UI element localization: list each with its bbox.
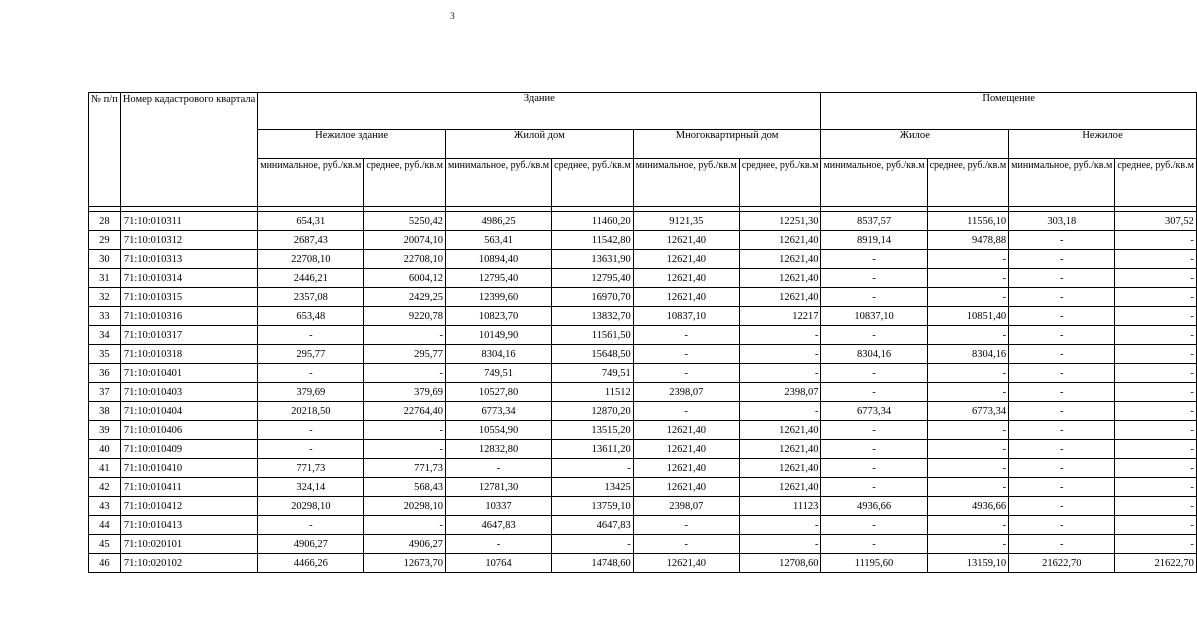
cadastral-number-cell: 71:10:010318 xyxy=(120,345,257,364)
house-avg-cell: 13832,70 xyxy=(552,307,634,326)
apartment-min-cell: 2398,07 xyxy=(633,383,739,402)
nonres-premises-min-cell: - xyxy=(1009,364,1115,383)
cadastral-number-cell: 71:10:010313 xyxy=(120,250,257,269)
res-premises-avg-cell: 10851,40 xyxy=(927,307,1009,326)
res-premises-avg-cell: - xyxy=(927,421,1009,440)
nonres-building-min-cell: - xyxy=(258,516,364,535)
res-premises-min-cell: - xyxy=(821,516,927,535)
house-avg-cell: 13425 xyxy=(552,478,634,497)
nonres-building-min-cell: 2357,08 xyxy=(258,288,364,307)
nonres-premises-avg-cell: 21622,70 xyxy=(1115,554,1197,573)
nonres-premises-avg-cell: - xyxy=(1115,231,1197,250)
house-avg-cell: 15648,50 xyxy=(552,345,634,364)
res-premises-min-cell: - xyxy=(821,288,927,307)
house-avg-cell: 14748,60 xyxy=(552,554,634,573)
res-premises-min-cell: - xyxy=(821,383,927,402)
nonres-building-min-cell: 653,48 xyxy=(258,307,364,326)
nonres-premises-avg-cell: 307,52 xyxy=(1115,212,1197,231)
header-min: минимальное, руб./кв.м xyxy=(1009,159,1115,207)
cadastral-number-cell: 71:10:010412 xyxy=(120,497,257,516)
res-premises-avg-cell: - xyxy=(927,326,1009,345)
header-avg: среднее, руб./кв.м xyxy=(739,159,821,207)
res-premises-min-cell: - xyxy=(821,421,927,440)
table-row xyxy=(89,383,1197,402)
table-row xyxy=(89,307,1197,326)
nonres-building-min-cell: 295,77 xyxy=(258,345,364,364)
header-residential-house: Жилой дом xyxy=(445,130,633,159)
nonres-premises-min-cell: - xyxy=(1009,497,1115,516)
apartment-min-cell: 12621,40 xyxy=(633,288,739,307)
house-avg-cell: 11561,50 xyxy=(552,326,634,345)
house-avg-cell: 749,51 xyxy=(552,364,634,383)
house-min-cell: 12832,80 xyxy=(445,440,551,459)
nonres-building-avg-cell: 771,73 xyxy=(364,459,446,478)
apartment-min-cell: 10837,10 xyxy=(633,307,739,326)
header-premises: Помещение xyxy=(821,93,1196,130)
apartment-min-cell: 12621,40 xyxy=(633,269,739,288)
house-avg-cell: 11460,20 xyxy=(552,212,634,231)
table-row xyxy=(89,212,1197,231)
house-min-cell: 10823,70 xyxy=(445,307,551,326)
house-min-cell: 4986,25 xyxy=(445,212,551,231)
apartment-min-cell: 12621,40 xyxy=(633,554,739,573)
house-min-cell: 12795,40 xyxy=(445,269,551,288)
house-avg-cell: 13759,10 xyxy=(552,497,634,516)
res-premises-avg-cell: 6773,34 xyxy=(927,402,1009,421)
nonres-premises-avg-cell: - xyxy=(1115,516,1197,535)
nonres-premises-avg-cell: - xyxy=(1115,402,1197,421)
nonres-building-avg-cell: 379,69 xyxy=(364,383,446,402)
apartment-min-cell: 12621,40 xyxy=(633,478,739,497)
nonres-building-avg-cell: 20074,10 xyxy=(364,231,446,250)
apartment-avg-cell: - xyxy=(739,364,821,383)
table-row xyxy=(89,440,1197,459)
cadastral-number-cell: 71:10:010406 xyxy=(120,421,257,440)
header-avg: среднее, руб./кв.м xyxy=(927,159,1009,207)
house-avg-cell: - xyxy=(552,535,634,554)
res-premises-avg-cell: - xyxy=(927,364,1009,383)
table-row xyxy=(89,497,1197,516)
res-premises-avg-cell: - xyxy=(927,250,1009,269)
apartment-min-cell: - xyxy=(633,345,739,364)
nonres-premises-min-cell: - xyxy=(1009,326,1115,345)
nonres-building-min-cell: 4466,26 xyxy=(258,554,364,573)
row-number-cell: 32 xyxy=(89,288,121,307)
apartment-avg-cell: 12621,40 xyxy=(739,231,821,250)
apartment-avg-cell: - xyxy=(739,345,821,364)
res-premises-avg-cell: - xyxy=(927,269,1009,288)
cadastral-number-cell: 71:10:020101 xyxy=(120,535,257,554)
house-min-cell: 4647,83 xyxy=(445,516,551,535)
nonres-premises-avg-cell: - xyxy=(1115,250,1197,269)
nonres-premises-avg-cell: - xyxy=(1115,345,1197,364)
nonres-premises-min-cell: - xyxy=(1009,478,1115,497)
nonres-premises-avg-cell: - xyxy=(1115,326,1197,345)
nonres-premises-avg-cell: - xyxy=(1115,288,1197,307)
res-premises-avg-cell: 11556,10 xyxy=(927,212,1009,231)
apartment-min-cell: - xyxy=(633,364,739,383)
row-number-cell: 37 xyxy=(89,383,121,402)
res-premises-min-cell: - xyxy=(821,478,927,497)
res-premises-avg-cell: 4936,66 xyxy=(927,497,1009,516)
table-row xyxy=(89,231,1197,250)
row-number-cell: 43 xyxy=(89,497,121,516)
nonres-building-avg-cell: 12673,70 xyxy=(364,554,446,573)
house-min-cell: 8304,16 xyxy=(445,345,551,364)
apartment-avg-cell: 2398,07 xyxy=(739,383,821,402)
nonres-premises-avg-cell: - xyxy=(1115,383,1197,402)
apartment-min-cell: - xyxy=(633,326,739,345)
res-premises-min-cell: - xyxy=(821,250,927,269)
nonres-premises-min-cell: - xyxy=(1009,440,1115,459)
nonres-premises-min-cell: - xyxy=(1009,231,1115,250)
res-premises-min-cell: - xyxy=(821,440,927,459)
nonres-premises-avg-cell: - xyxy=(1115,459,1197,478)
row-number-cell: 39 xyxy=(89,421,121,440)
header-cadastral-quarter: Номер кадастрового квартала xyxy=(120,93,257,207)
res-premises-avg-cell: - xyxy=(927,383,1009,402)
nonres-building-avg-cell: - xyxy=(364,364,446,383)
apartment-avg-cell: 12251,30 xyxy=(739,212,821,231)
nonres-premises-min-cell: - xyxy=(1009,535,1115,554)
nonres-premises-min-cell: - xyxy=(1009,269,1115,288)
table-row xyxy=(89,250,1197,269)
res-premises-min-cell: - xyxy=(821,269,927,288)
nonres-premises-min-cell: 303,18 xyxy=(1009,212,1115,231)
apartment-avg-cell: 12621,40 xyxy=(739,459,821,478)
cadastral-number-cell: 71:10:010315 xyxy=(120,288,257,307)
table-row xyxy=(89,459,1197,478)
nonres-premises-avg-cell: - xyxy=(1115,307,1197,326)
res-premises-min-cell: 6773,34 xyxy=(821,402,927,421)
cadastral-number-cell: 71:10:010411 xyxy=(120,478,257,497)
row-number-cell: 45 xyxy=(89,535,121,554)
table-row xyxy=(89,326,1197,345)
cadastral-number-cell: 71:10:010312 xyxy=(120,231,257,250)
house-avg-cell: 12870,20 xyxy=(552,402,634,421)
nonres-building-min-cell: - xyxy=(258,326,364,345)
nonres-premises-min-cell: - xyxy=(1009,345,1115,364)
res-premises-avg-cell: - xyxy=(927,535,1009,554)
nonres-premises-min-cell: - xyxy=(1009,459,1115,478)
house-avg-cell: - xyxy=(552,459,634,478)
house-min-cell: 10527,80 xyxy=(445,383,551,402)
row-number-cell: 28 xyxy=(89,212,121,231)
nonres-building-min-cell: 771,73 xyxy=(258,459,364,478)
row-number-cell: 35 xyxy=(89,345,121,364)
cadastral-number-cell: 71:10:010410 xyxy=(120,459,257,478)
res-premises-min-cell: 10837,10 xyxy=(821,307,927,326)
nonres-premises-avg-cell: - xyxy=(1115,440,1197,459)
house-avg-cell: 12795,40 xyxy=(552,269,634,288)
res-premises-min-cell: - xyxy=(821,535,927,554)
apartment-avg-cell: 11123 xyxy=(739,497,821,516)
house-avg-cell: 4647,83 xyxy=(552,516,634,535)
res-premises-min-cell: 8304,16 xyxy=(821,345,927,364)
nonres-building-avg-cell: - xyxy=(364,516,446,535)
nonres-premises-avg-cell: - xyxy=(1115,535,1197,554)
nonres-premises-avg-cell: - xyxy=(1115,497,1197,516)
nonres-building-min-cell: 20298,10 xyxy=(258,497,364,516)
header-min: минимальное, руб./кв.м xyxy=(633,159,739,207)
nonres-premises-min-cell: 21622,70 xyxy=(1009,554,1115,573)
house-min-cell: 10894,40 xyxy=(445,250,551,269)
house-avg-cell: 13515,20 xyxy=(552,421,634,440)
header-avg: среднее, руб./кв.м xyxy=(1115,159,1197,207)
res-premises-avg-cell: 8304,16 xyxy=(927,345,1009,364)
row-number-cell: 42 xyxy=(89,478,121,497)
nonres-premises-min-cell: - xyxy=(1009,307,1115,326)
res-premises-avg-cell: - xyxy=(927,288,1009,307)
apartment-min-cell: 12621,40 xyxy=(633,231,739,250)
house-min-cell: - xyxy=(445,535,551,554)
house-avg-cell: 16970,70 xyxy=(552,288,634,307)
nonres-building-avg-cell: 295,77 xyxy=(364,345,446,364)
nonres-building-avg-cell: 6004,12 xyxy=(364,269,446,288)
res-premises-min-cell: 4936,66 xyxy=(821,497,927,516)
house-avg-cell: 11512 xyxy=(552,383,634,402)
cadastral-number-cell: 71:10:010311 xyxy=(120,212,257,231)
table-row xyxy=(89,402,1197,421)
nonres-premises-min-cell: - xyxy=(1009,383,1115,402)
res-premises-avg-cell: 9478,88 xyxy=(927,231,1009,250)
nonres-building-min-cell: 2687,43 xyxy=(258,231,364,250)
apartment-min-cell: 12621,40 xyxy=(633,459,739,478)
row-number-cell: 38 xyxy=(89,402,121,421)
nonres-building-min-cell: - xyxy=(258,364,364,383)
row-number-cell: 40 xyxy=(89,440,121,459)
apartment-min-cell: - xyxy=(633,516,739,535)
header-min: минимальное, руб./кв.м xyxy=(258,159,364,207)
house-min-cell: 749,51 xyxy=(445,364,551,383)
nonres-premises-min-cell: - xyxy=(1009,516,1115,535)
nonres-building-min-cell: 20218,50 xyxy=(258,402,364,421)
house-avg-cell: 13611,20 xyxy=(552,440,634,459)
nonres-building-avg-cell: 2429,25 xyxy=(364,288,446,307)
header-min: минимальное, руб./кв.м xyxy=(445,159,551,207)
header-nonresidential-building: Нежилое здание xyxy=(258,130,446,159)
row-number-cell: 30 xyxy=(89,250,121,269)
apartment-avg-cell: 12621,40 xyxy=(739,421,821,440)
house-min-cell: 10337 xyxy=(445,497,551,516)
house-min-cell: 10764 xyxy=(445,554,551,573)
house-min-cell: 12399,60 xyxy=(445,288,551,307)
nonres-building-avg-cell: - xyxy=(364,326,446,345)
cadastral-price-table xyxy=(88,92,1197,573)
house-min-cell: 10149,90 xyxy=(445,326,551,345)
cadastral-number-cell: 71:10:010404 xyxy=(120,402,257,421)
apartment-avg-cell: 12621,40 xyxy=(739,288,821,307)
nonres-building-min-cell: - xyxy=(258,440,364,459)
nonres-building-avg-cell: - xyxy=(364,440,446,459)
nonres-premises-min-cell: - xyxy=(1009,288,1115,307)
table-row xyxy=(89,554,1197,573)
row-number-cell: 41 xyxy=(89,459,121,478)
row-number-cell: 33 xyxy=(89,307,121,326)
nonres-premises-min-cell: - xyxy=(1009,402,1115,421)
table-row xyxy=(89,535,1197,554)
res-premises-avg-cell: - xyxy=(927,440,1009,459)
res-premises-avg-cell: - xyxy=(927,459,1009,478)
cadastral-number-cell: 71:10:010316 xyxy=(120,307,257,326)
nonres-building-avg-cell: 9220,78 xyxy=(364,307,446,326)
house-avg-cell: 13631,90 xyxy=(552,250,634,269)
table-row xyxy=(89,421,1197,440)
nonres-premises-avg-cell: - xyxy=(1115,421,1197,440)
nonres-building-avg-cell: 22764,40 xyxy=(364,402,446,421)
res-premises-min-cell: 8537,57 xyxy=(821,212,927,231)
apartment-avg-cell: 12621,40 xyxy=(739,478,821,497)
table-row xyxy=(89,478,1197,497)
table-body xyxy=(89,212,1197,573)
header-nonresidential-premises: Нежилое xyxy=(1009,130,1197,159)
nonres-building-avg-cell: 4906,27 xyxy=(364,535,446,554)
res-premises-min-cell: 11195,60 xyxy=(821,554,927,573)
apartment-avg-cell: 12708,60 xyxy=(739,554,821,573)
apartment-min-cell: 2398,07 xyxy=(633,497,739,516)
nonres-premises-avg-cell: - xyxy=(1115,364,1197,383)
row-number-cell: 31 xyxy=(89,269,121,288)
apartment-avg-cell: 12621,40 xyxy=(739,440,821,459)
apartment-avg-cell: 12217 xyxy=(739,307,821,326)
nonres-premises-min-cell: - xyxy=(1009,250,1115,269)
apartment-avg-cell: - xyxy=(739,326,821,345)
res-premises-min-cell: - xyxy=(821,459,927,478)
header-number: № п/п xyxy=(89,93,121,207)
row-number-cell: 36 xyxy=(89,364,121,383)
nonres-building-min-cell: 324,14 xyxy=(258,478,364,497)
apartment-avg-cell: - xyxy=(739,535,821,554)
header-avg: среднее, руб./кв.м xyxy=(364,159,446,207)
cadastral-number-cell: 71:10:010317 xyxy=(120,326,257,345)
house-min-cell: 12781,30 xyxy=(445,478,551,497)
row-number-cell: 29 xyxy=(89,231,121,250)
apartment-min-cell: 12621,40 xyxy=(633,421,739,440)
res-premises-min-cell: - xyxy=(821,326,927,345)
nonres-building-avg-cell: 20298,10 xyxy=(364,497,446,516)
nonres-building-avg-cell: 5250,42 xyxy=(364,212,446,231)
table-row xyxy=(89,288,1197,307)
cadastral-number-cell: 71:10:020102 xyxy=(120,554,257,573)
apartment-min-cell: 12621,40 xyxy=(633,250,739,269)
header-building: Здание xyxy=(258,93,821,130)
nonres-building-avg-cell: - xyxy=(364,421,446,440)
apartment-min-cell: 9121,35 xyxy=(633,212,739,231)
apartment-avg-cell: 12621,40 xyxy=(739,250,821,269)
cadastral-number-cell: 71:10:010314 xyxy=(120,269,257,288)
apartment-min-cell: 12621,40 xyxy=(633,440,739,459)
nonres-building-min-cell: 654,31 xyxy=(258,212,364,231)
house-min-cell: 563,41 xyxy=(445,231,551,250)
nonres-premises-avg-cell: - xyxy=(1115,478,1197,497)
nonres-building-avg-cell: 22708,10 xyxy=(364,250,446,269)
header-avg: среднее, руб./кв.м xyxy=(552,159,634,207)
nonres-building-min-cell: 4906,27 xyxy=(258,535,364,554)
cadastral-number-cell: 71:10:010401 xyxy=(120,364,257,383)
res-premises-min-cell: - xyxy=(821,364,927,383)
nonres-premises-min-cell: - xyxy=(1009,421,1115,440)
nonres-premises-avg-cell: - xyxy=(1115,269,1197,288)
header-residential-premises: Жилое xyxy=(821,130,1009,159)
apartment-avg-cell: - xyxy=(739,516,821,535)
nonres-building-min-cell: 22708,10 xyxy=(258,250,364,269)
nonres-building-min-cell: 379,69 xyxy=(258,383,364,402)
table-row xyxy=(89,345,1197,364)
res-premises-avg-cell: 13159,10 xyxy=(927,554,1009,573)
row-number-cell: 34 xyxy=(89,326,121,345)
header-apartment-building: Многоквартирный дом xyxy=(633,130,821,159)
house-avg-cell: 11542,80 xyxy=(552,231,634,250)
cadastral-number-cell: 71:10:010413 xyxy=(120,516,257,535)
cadastral-number-cell: 71:10:010409 xyxy=(120,440,257,459)
nonres-building-avg-cell: 568,43 xyxy=(364,478,446,497)
apartment-min-cell: - xyxy=(633,535,739,554)
header-min: минимальное, руб./кв.м xyxy=(821,159,927,207)
page-number: 3 xyxy=(450,11,455,21)
apartment-min-cell: - xyxy=(633,402,739,421)
res-premises-avg-cell: - xyxy=(927,478,1009,497)
table-row xyxy=(89,516,1197,535)
row-number-cell: 46 xyxy=(89,554,121,573)
house-min-cell: - xyxy=(445,459,551,478)
res-premises-min-cell: 8919,14 xyxy=(821,231,927,250)
cadastral-number-cell: 71:10:010403 xyxy=(120,383,257,402)
table-row xyxy=(89,269,1197,288)
house-min-cell: 6773,34 xyxy=(445,402,551,421)
apartment-avg-cell: - xyxy=(739,402,821,421)
nonres-building-min-cell: 2446,21 xyxy=(258,269,364,288)
nonres-building-min-cell: - xyxy=(258,421,364,440)
apartment-avg-cell: 12621,40 xyxy=(739,269,821,288)
house-min-cell: 10554,90 xyxy=(445,421,551,440)
res-premises-avg-cell: - xyxy=(927,516,1009,535)
table-row xyxy=(89,364,1197,383)
row-number-cell: 44 xyxy=(89,516,121,535)
